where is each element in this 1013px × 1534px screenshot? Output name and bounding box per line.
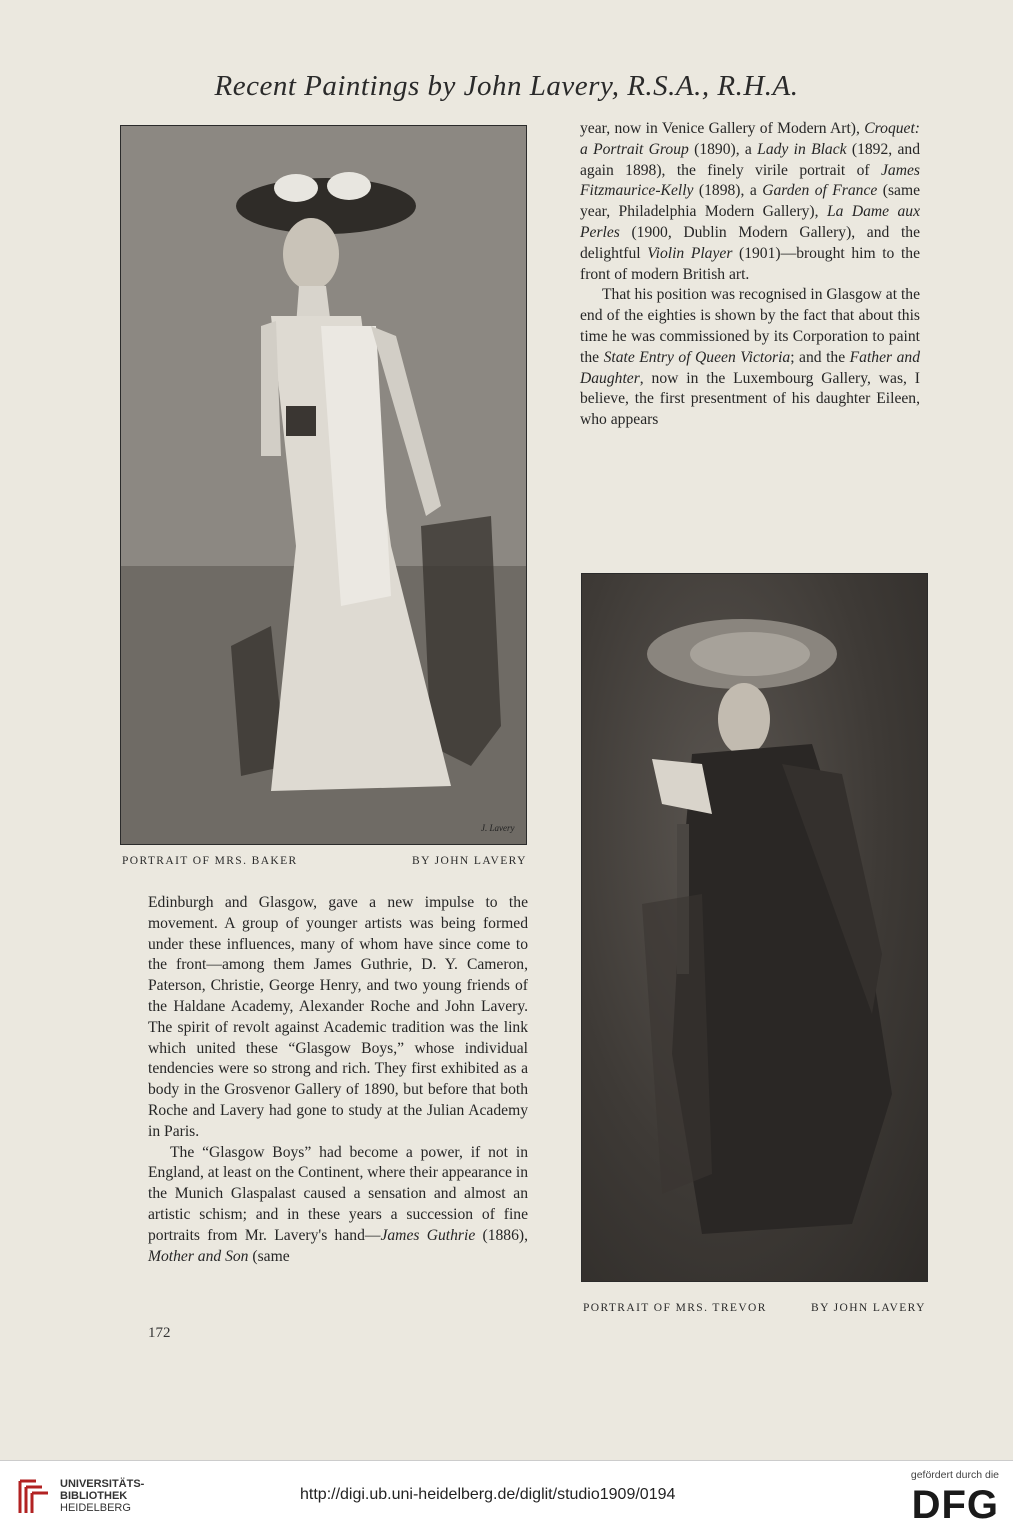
italic-title: Garden of France xyxy=(762,182,878,200)
italic-title: Lady in Black xyxy=(757,140,847,158)
text-run: (1886), xyxy=(475,1226,528,1244)
portrait-mrs-trevor-image xyxy=(581,573,928,1282)
figure-caption-right-2: BY JOHN LAVERY xyxy=(811,1302,926,1314)
italic-title: Father and Daughter xyxy=(580,348,920,387)
page-number: 172 xyxy=(148,1325,171,1341)
left-paragraph-2 xyxy=(148,1143,528,1268)
text-run: (1898), a xyxy=(693,182,763,200)
sponsor-text: gefördert durch die xyxy=(910,1469,999,1481)
text-run: The “Glasgow Boys” had become a power, if not in England, at least on the Continent, where their appearance in the Munich Glaspalast caused a sensation and almost an artistic schism; and in these years a succession of fine portraits from Mr. Lavery's hand— xyxy=(148,1143,528,1244)
text-run: , now in the Luxembourg Gallery, was, I believe, the first presentment of his daughter Eileen, who appears xyxy=(580,369,920,429)
digitization-footer xyxy=(0,1460,1013,1534)
left-paragraph-1 xyxy=(148,893,528,1143)
text-run: (same xyxy=(248,1247,290,1265)
text-run: (1892, and again 1898), the finely virile portrait of xyxy=(580,140,920,179)
italic-title: James Fitzmaurice-Kelly xyxy=(580,161,920,200)
library-line-1: UNIVERSITÄTS- xyxy=(60,1478,145,1490)
right-paragraph-2 xyxy=(580,285,920,431)
italic-title: State Entry of Queen Victoria xyxy=(603,348,791,366)
figure-caption-right-1: BY JOHN LAVERY xyxy=(412,855,527,867)
italic-title: La Dame aux Perles xyxy=(580,203,920,241)
library-line-3: HEIDELBERG xyxy=(60,1502,131,1514)
text-run: Edinburgh and Glasgow, gave a new impulse to the movement. A group of younger artists was being formed under these influences, many of whom have since come to the front—among them James Guthrie, D. Y. Cameron, Paterson, Christie, George Henry, and two young friends of the Haldane Academy, Alexander Roche and John Lavery. The spirit of revolt against Academic tradition was the link which united these “Glasgow Boys,” whose individual tendencies were so strong and rich. They first exhibited as a body in the Grosvenor Gallery of 1890, but before that both Roche and Lavery had gone to study at the Julian Academy in Paris. xyxy=(148,894,528,1140)
svg-text:J. Lavery: J. Lavery xyxy=(481,823,515,833)
portrait-mrs-baker-illustration xyxy=(121,126,526,844)
text-run: That his position was recognised in Glasgow at the end of the eighties is shown by the fact that about this time he was commissioned by its Corporation to paint the xyxy=(580,286,920,366)
left-column-text xyxy=(148,893,528,1267)
text-run: (same year, Philadelphia Modern Gallery), xyxy=(580,182,920,221)
text-run: (1900, Dublin Modern Gallery), and the delightful xyxy=(580,223,920,262)
text-run: ; and the xyxy=(790,348,850,366)
library-line-2: BIBLIOTHEK xyxy=(60,1490,128,1502)
source-url[interactable]: http://digi.ub.uni-heidelberg.de/diglit/studio1909/0194 xyxy=(300,1486,676,1503)
figure-caption-left-1: PORTRAIT OF MRS. BAKER xyxy=(122,855,298,867)
figure-caption-left-2: PORTRAIT OF MRS. TREVOR xyxy=(583,1302,767,1314)
library-name xyxy=(60,1478,144,1514)
right-column-text xyxy=(580,119,920,431)
text-run: year, now in Venice Gallery of Modern Art), xyxy=(580,120,865,137)
portrait-mrs-baker-image xyxy=(120,125,527,845)
running-head: Recent Paintings by John Lavery, R.S.A., R.H.A. xyxy=(214,70,799,102)
portrait-mrs-trevor-illustration xyxy=(582,574,927,1281)
dfg-logo: DFG xyxy=(911,1483,999,1527)
text-run: (1890), a xyxy=(688,140,758,158)
right-paragraph-1 xyxy=(580,119,920,285)
italic-title: Violin Player xyxy=(647,244,733,262)
italic-title: Croquet: a Portrait Group xyxy=(580,120,920,158)
italic-title: Mother and Son xyxy=(148,1247,249,1265)
text-run: (1901)—brought him to the front of modern British art. xyxy=(580,244,920,283)
library-logo-icon xyxy=(16,1477,52,1517)
italic-title: James Guthrie xyxy=(380,1226,476,1244)
